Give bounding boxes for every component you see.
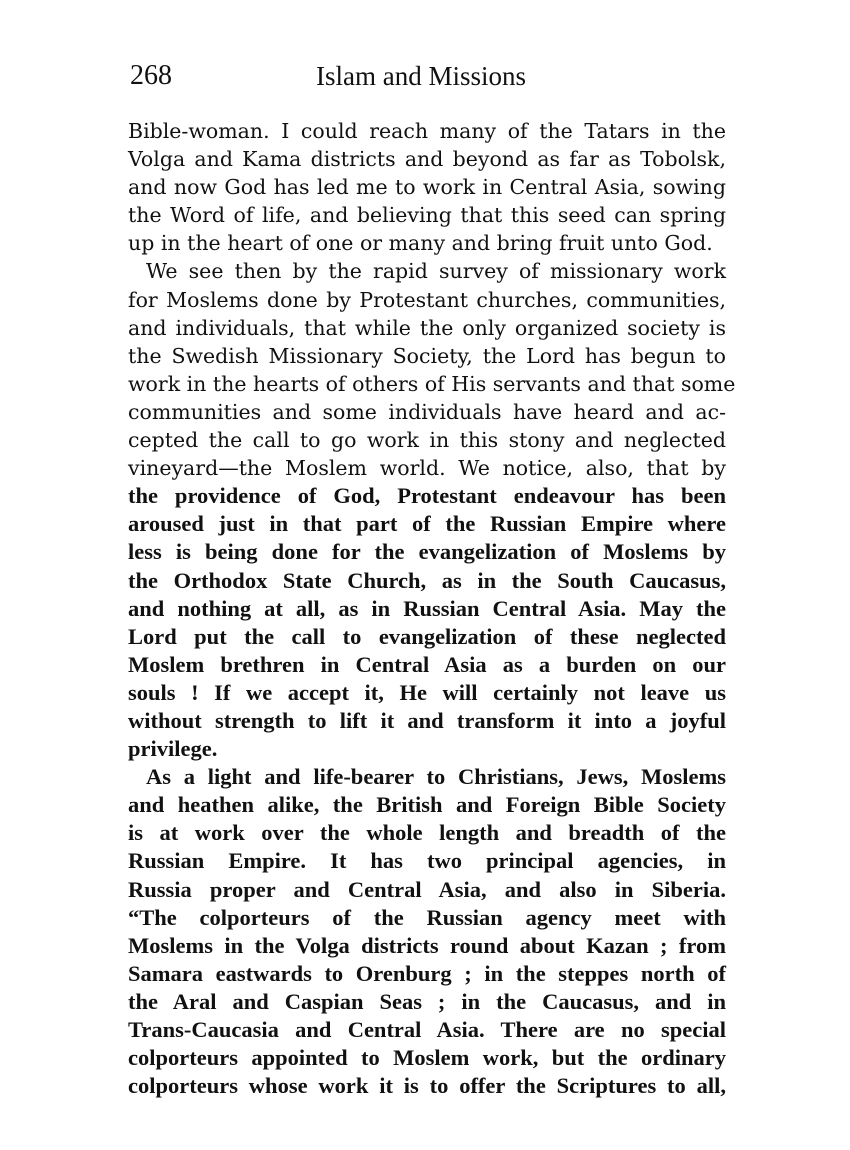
text-line: Moslems in the Volga districts round about Kazan ; from <box>128 932 726 958</box>
text-line: Russian Empire. It has two principal agencies, in <box>128 848 726 874</box>
text-line: privilege. <box>128 736 218 762</box>
text-line: aroused just in that part of the Russian Empire where <box>128 511 726 537</box>
text-line: is at work over the whole length and breadth of the <box>128 820 726 846</box>
text-line: communities and some individuals have heard and ac- <box>128 399 726 424</box>
text-line: Lord put the call to evangelization of these neglected <box>128 623 726 649</box>
text-line: Samara eastwards to Orenburg ; in the steppes north of <box>128 960 726 986</box>
text-line: Bible-woman. I could reach many of the Tatars in the <box>128 119 726 143</box>
text-line: without strength to lift it and transform it into a joyful <box>128 707 726 733</box>
text-line: cepted the call to go work in this stony and neglected <box>128 428 726 453</box>
text-line: Trans-Caucasia and Central Asia. There are no special <box>128 1017 726 1042</box>
text-line: the Aral and Caspian Seas ; in the Caucasus, and in <box>128 988 726 1014</box>
text-line: Moslem brethren in Central Asia as a burden on our <box>128 651 726 677</box>
text-line: and nothing at all, as in Russian Central Asia. May the <box>128 595 726 621</box>
page-header <box>130 58 726 98</box>
text-line: colporteurs whose work it is to offer the Scriptures to all, <box>128 1073 726 1099</box>
body-text <box>128 117 736 1100</box>
text-line: up in the heart of one or many and bring fruit unto God. <box>128 231 713 256</box>
text-line: Russia proper and Central Asia, and also in Siberia. <box>128 876 726 902</box>
text-line: the Orthodox State Church, as in the South Caucasus, <box>128 567 726 593</box>
text-line: “The colporteurs of the Russian agency meet with <box>128 904 726 930</box>
text-line: less is being done for the evangelization of Moslems by <box>128 539 726 565</box>
text-line: souls ! If we accept it, He will certainly not leave us <box>128 679 726 705</box>
text-line: Volga and Kama districts and beyond as far as Tobolsk, <box>128 147 726 172</box>
running-title: Islam and Missions <box>316 61 527 91</box>
text-line: vineyard—the Moslem world. We notice, also, that by <box>128 456 726 481</box>
text-line: and individuals, that while the only organized society is <box>128 315 726 340</box>
text-line: and now God has led me to work in Central Asia, sowing <box>128 175 726 200</box>
text-line: work in the hearts of others of His servants and that some <box>128 371 736 396</box>
text-line: the Swedish Missionary Society, the Lord has begun to <box>128 343 726 368</box>
text-line: colporteurs appointed to Moslem work, but the ordinary <box>128 1045 726 1071</box>
page-number: 268 <box>130 60 172 91</box>
text-line: the Word of life, and believing that this seed can spring <box>128 203 726 228</box>
text-line: As a light and life-bearer to Christians, Jews, Moslems <box>146 764 726 790</box>
text-line: We see then by the rapid survey of missionary work <box>146 259 726 284</box>
text-line: the providence of God, Protestant endeavour has been <box>128 483 726 509</box>
text-line: for Moslems done by Protestant churches, communities, <box>128 287 726 312</box>
text-line: and heathen alike, the British and Foreign Bible Society <box>128 792 726 818</box>
